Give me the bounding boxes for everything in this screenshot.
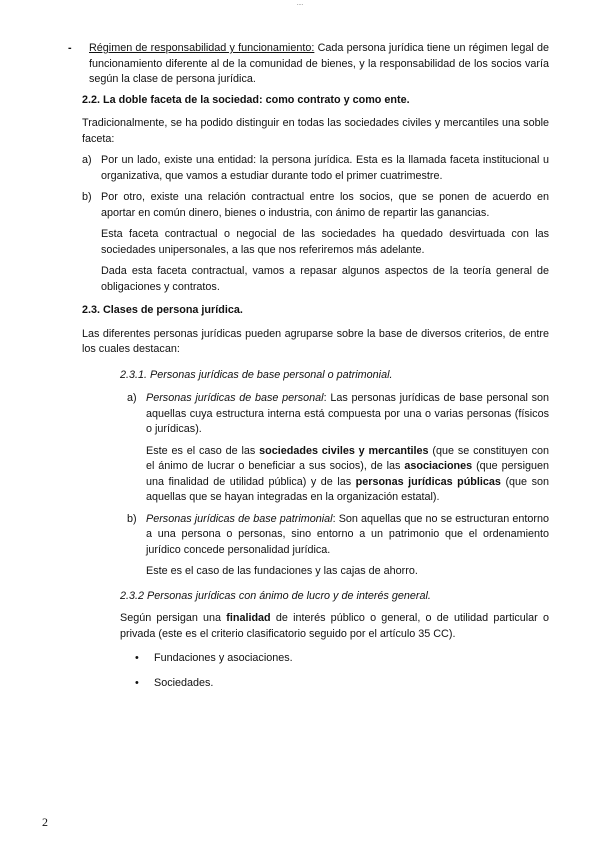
section-2-2-paragraph-2: Dada esta faceta contractual, vamos a repasar algunos aspectos de la teoría general de obligaciones y contratos. [101,265,549,293]
list-item-text: Fundaciones y asociaciones. [154,652,293,664]
page-content [68,41,549,700]
subsection-2-3-1-paragraph-b: Este es el caso de las fundaciones y las cajas de ahorro. [146,565,418,577]
text-run: (que son aquellas que se hayan integradas en la organización estatal). [146,475,549,503]
bullet-icon: • [135,652,139,664]
section-2-3-heading: 2.3. Clases de persona jurídica. [82,304,243,316]
subsection-2-3-1-item-b [82,512,549,559]
section-2-2-item-a [82,153,549,184]
section-2-2-item-b [82,190,549,221]
subsection-2-3-2-paragraph [120,611,549,642]
item-text: : Las personas jurídicas de base personal son aquellas cuya estructura interna está compuesta por una o varias personas (físicos o jurídicas). [146,392,549,435]
bullet-list [82,651,549,691]
list-item [135,676,549,692]
subsection-2-3-2-heading: 2.3.2 Personas jurídicas con ánimo de lucro y de interés general. [120,589,431,602]
bold-term: sociedades civiles y mercantiles [259,444,429,457]
bullet-icon: • [135,676,139,689]
dash-item-text: Cada persona jurídica tiene un régimen legal de funcionamiento diferente al de la comunidad de bienes, y la responsabilidad de los socios varía según la clase de persona jurídica. [89,42,549,85]
item-text: : Son aquellas que no se estructuran entorno a una persona o personas, sino entorno a un patrimonio que el ordenamiento jurídico concede personalidad jurídica. [146,512,549,556]
item-term: Personas jurídicas de base personal [146,392,324,404]
item-label: a) [82,154,92,166]
subsection-2-3-1-paragraph-a [146,444,549,506]
subsection-2-3-1-item-a [82,391,549,438]
item-term: Personas jurídicas de base patrimonial [146,512,333,525]
section-2-2-heading: 2.2. La doble faceta de la sociedad: como contrato y como ente. [82,93,410,106]
dash-marker: - [68,42,72,54]
text-run: Según persigan una [120,612,227,624]
text-run: Este es el caso de las [146,444,260,457]
page-number: 2 [42,815,48,829]
text-run: de interés público o general, o de utilidad particular o privada (este es el criterio clasificatorio seguido por el artículo 35 CC). [120,612,549,640]
text-run: (que persiguen una finalidad de utilidad pública) y de las [146,460,549,488]
list-item [135,651,549,667]
subsection-2-3-1-heading: 2.3.1. Personas jurídicas de base personal o patrimonial. [120,368,393,381]
item-label: b) [82,191,92,203]
section-2-3-intro: Las diferentes personas jurídicas pueden agruparse sobre la base de diversos criterios, de entre los cuales destacan: [82,327,549,355]
section-2-2-paragraph-1: Esta faceta contractual o negocial de las sociedades ha quedado desvirtuada con las sociedades unipersonales, a las que nos referiremos más adelante. [101,228,549,256]
page-header-mark: .... [296,1,304,7]
item-label: b) [127,512,137,525]
item-text: Por otro, existe una relación contractual entre los socios, que se ponen de acuerdo en aportar en común dinero, bienes o industria, con ánimo de repartir las ganancias. [101,191,549,219]
item-label: a) [127,392,137,404]
list-item-text: Sociedades. [154,676,214,689]
dash-item-title: Régimen de responsabilidad y funcionamiento: [89,42,315,54]
bold-term: asociaciones [404,460,473,472]
bold-term: finalidad [226,612,271,624]
dash-list-item [68,41,549,88]
section-2-2-intro: Tradicionalmente, se ha podido distinguir en todas las sociedades civiles y mercantiles una soble faceta: [82,117,549,145]
item-text: Por un lado, existe una entidad: la persona jurídica. Esta es la llamada faceta institucional u organizativa, que vamos a estudiar durante todo el primer cuatrimestre. [101,154,549,182]
text-run: (que se constituyen con el ánimo de lucrar o beneficiar a sus socios), de las [146,444,549,472]
bold-term: personas jurídicas públicas [355,475,501,488]
